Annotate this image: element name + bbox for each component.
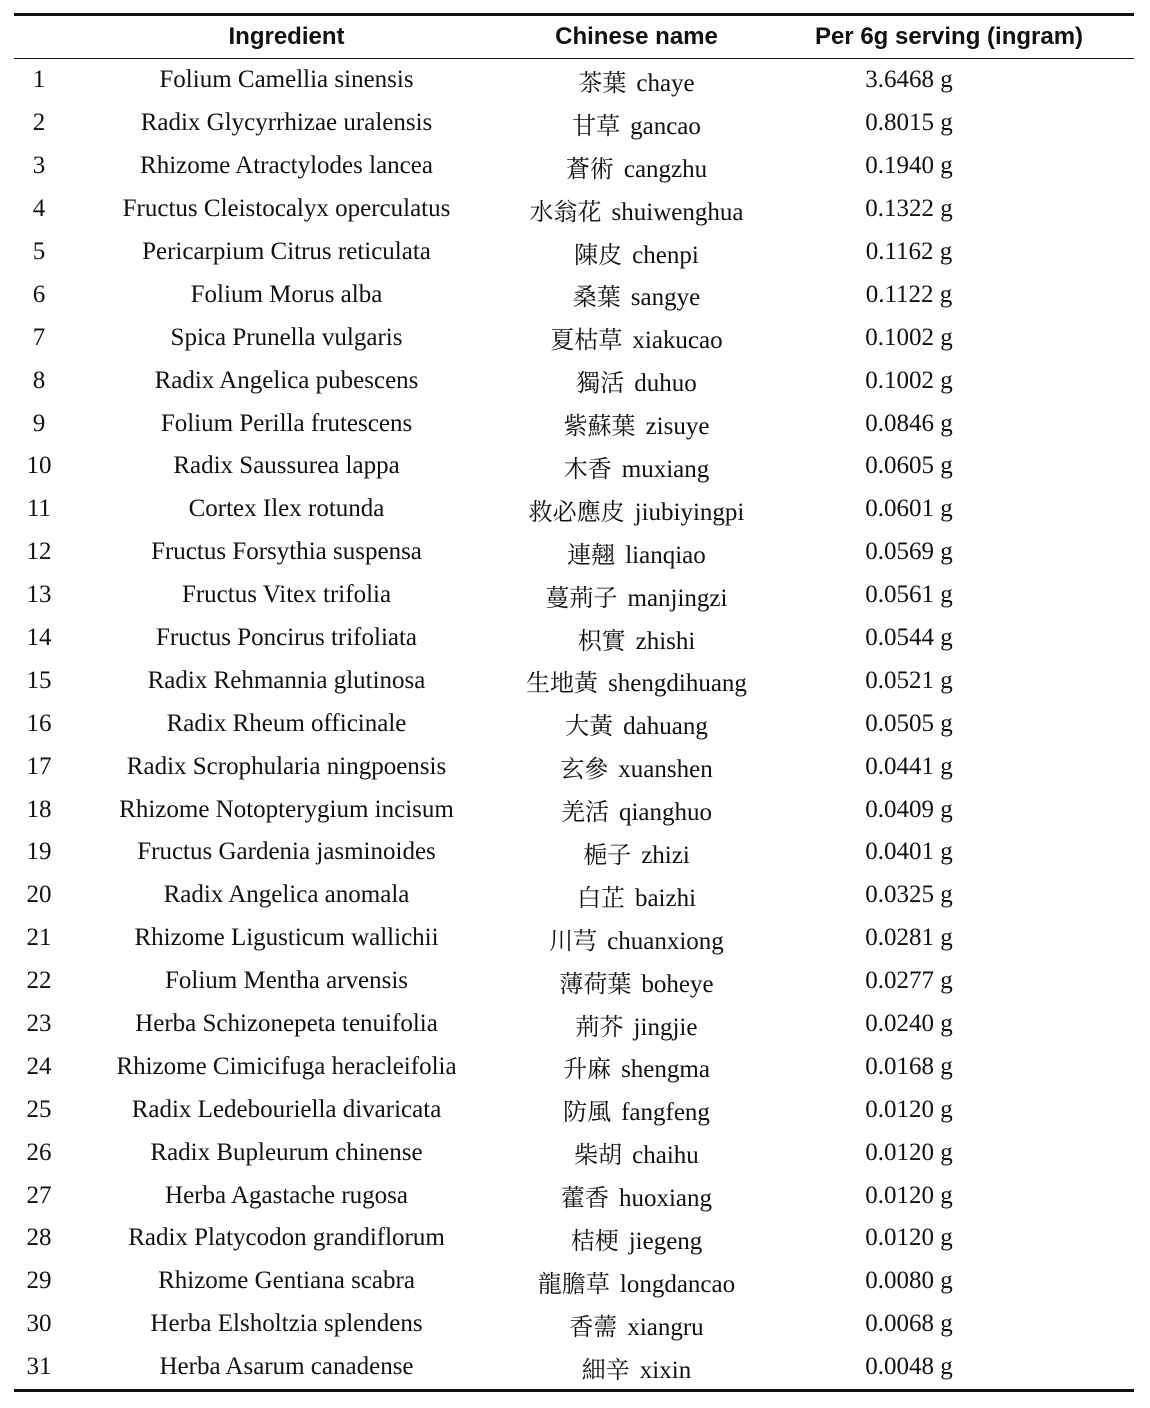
pinyin-name: chaihu — [632, 1142, 699, 1170]
ingredient-name: Radix Rehmannia glutinosa — [147, 666, 426, 694]
row-number: 6 — [32, 280, 46, 308]
chinese-name-cell — [509, 831, 764, 874]
chinese-name-cell — [509, 788, 764, 831]
pinyin-name: qianghuo — [618, 799, 713, 827]
ingredient-name: Radix Saussurea lappa — [173, 452, 400, 480]
pinyin-name: muxiang — [621, 455, 710, 483]
pinyin-name: jingjie — [633, 1013, 698, 1041]
serving-amount: 0.8015 g — [865, 109, 953, 137]
chinese-name-cell — [509, 316, 764, 359]
table-row — [14, 1303, 1134, 1346]
table-row — [14, 1217, 1134, 1260]
serving-amount: 3.6468 g — [865, 66, 953, 94]
pinyin-name: sangye — [630, 284, 701, 312]
chinese-name-cell — [509, 1045, 764, 1088]
ingredient-name: Folium Mentha arvensis — [164, 967, 409, 995]
table-row — [14, 316, 1134, 359]
chinese-characters: 防風 — [563, 1098, 612, 1127]
chinese-characters: 甘草 — [572, 111, 621, 140]
table-row — [14, 1045, 1134, 1088]
serving-amount: 0.0277 g — [865, 967, 953, 995]
chinese-name-cell — [509, 145, 764, 188]
row-number: 30 — [26, 1310, 52, 1338]
pinyin-name: zhishi — [635, 627, 696, 655]
header-chinese-name: Chinese name — [555, 23, 718, 50]
ingredient-name: Fructus Poncirus trifoliata — [155, 624, 418, 652]
ingredient-name: Folium Perilla frutescens — [160, 409, 413, 437]
pinyin-name: huoxiang — [618, 1185, 713, 1213]
chinese-name-cell — [509, 359, 764, 402]
table-row — [14, 960, 1134, 1003]
chinese-characters: 生地黃 — [526, 669, 599, 698]
chinese-characters: 細辛 — [581, 1355, 630, 1384]
pinyin-name: jiegeng — [628, 1227, 703, 1255]
row-number: 24 — [26, 1052, 52, 1080]
row-number: 27 — [26, 1181, 52, 1209]
serving-amount: 0.1002 g — [865, 323, 953, 351]
row-number: 3 — [32, 152, 46, 180]
chinese-name-cell — [509, 102, 764, 145]
table-row — [14, 359, 1134, 402]
chinese-name-cell — [509, 745, 764, 788]
chinese-characters: 白芷 — [576, 883, 625, 912]
chinese-characters: 藿香 — [560, 1184, 609, 1213]
ingredient-name: Herba Schizonepeta tenuifolia — [135, 1010, 438, 1038]
ingredient-name: Radix Scrophularia ningpoensis — [126, 752, 447, 780]
serving-amount: 0.0120 g — [865, 1224, 953, 1252]
chinese-characters: 薄荷葉 — [559, 969, 632, 998]
table-row — [14, 273, 1134, 316]
row-number: 31 — [26, 1353, 52, 1381]
table-row — [14, 102, 1134, 145]
chinese-name-cell — [509, 273, 764, 316]
serving-amount: 0.0846 g — [865, 409, 953, 437]
table-row — [14, 445, 1134, 488]
table-row — [14, 745, 1134, 788]
serving-amount: 0.1002 g — [865, 366, 953, 394]
row-number: 8 — [32, 366, 46, 394]
chinese-name-cell — [509, 445, 764, 488]
serving-amount: 0.0080 g — [865, 1267, 953, 1295]
chinese-name-cell — [509, 574, 764, 617]
ingredient-name: Fructus Cleistocalyx operculatus — [122, 195, 451, 223]
row-number: 4 — [32, 195, 46, 223]
row-number: 28 — [26, 1224, 52, 1252]
pinyin-name: lianqiao — [625, 541, 706, 569]
chinese-name-cell — [509, 1260, 764, 1303]
table-row — [14, 402, 1134, 445]
chinese-characters: 夏枯草 — [550, 326, 623, 355]
table-row — [14, 488, 1134, 531]
serving-amount: 0.0409 g — [865, 795, 953, 823]
row-number: 12 — [26, 538, 52, 566]
chinese-characters: 香薷 — [569, 1312, 618, 1341]
ingredient-name: Cortex Ilex rotunda — [188, 495, 385, 523]
chinese-characters: 救必應皮 — [528, 497, 625, 526]
ingredient-name: Fructus Forsythia suspensa — [151, 538, 422, 566]
header-number — [14, 15, 64, 59]
pinyin-name: gancao — [630, 112, 701, 140]
row-number: 18 — [26, 795, 52, 823]
chinese-name-cell — [509, 231, 764, 274]
serving-amount: 0.1322 g — [865, 195, 953, 223]
ingredient-name: Herba Agastache rugosa — [165, 1181, 408, 1209]
ingredient-name: Herba Asarum canadense — [159, 1353, 414, 1381]
table-header-row — [14, 15, 1134, 59]
chinese-name-cell — [509, 402, 764, 445]
pinyin-name: cangzhu — [623, 155, 708, 183]
ingredient-table — [14, 13, 1134, 1392]
chinese-characters: 羌活 — [560, 798, 609, 827]
serving-amount: 0.0521 g — [865, 666, 953, 694]
table-row — [14, 788, 1134, 831]
pinyin-name: fangfeng — [621, 1099, 710, 1127]
pinyin-name: chenpi — [632, 241, 699, 269]
row-number: 29 — [26, 1267, 52, 1295]
chinese-characters: 獨活 — [576, 369, 625, 398]
row-number: 26 — [26, 1138, 52, 1166]
serving-amount: 0.0048 g — [865, 1353, 953, 1381]
serving-amount: 0.0068 g — [865, 1310, 953, 1338]
serving-amount: 0.0441 g — [865, 752, 953, 780]
table-row — [14, 1346, 1134, 1390]
serving-amount: 0.0120 g — [865, 1181, 953, 1209]
ingredient-name: Radix Ledebouriella divaricata — [131, 1095, 442, 1123]
chinese-characters: 桑葉 — [572, 283, 621, 312]
row-number: 13 — [26, 581, 52, 609]
ingredient-name: Rhizome Atractylodes lancea — [140, 152, 433, 180]
chinese-name-cell — [509, 1346, 764, 1390]
pinyin-name: longdancao — [619, 1270, 736, 1298]
table-row — [14, 617, 1134, 660]
chinese-characters: 荊芥 — [575, 1012, 624, 1041]
chinese-name-cell — [509, 1088, 764, 1131]
pinyin-name: chuanxiong — [607, 927, 724, 955]
chinese-name-cell — [509, 917, 764, 960]
serving-amount: 0.0120 g — [865, 1138, 953, 1166]
table-row — [14, 231, 1134, 274]
serving-amount: 0.0544 g — [865, 624, 953, 652]
chinese-characters: 玄參 — [560, 755, 609, 784]
pinyin-name: xiangru — [627, 1313, 704, 1341]
serving-amount: 0.0601 g — [865, 495, 953, 523]
ingredient-name: Rhizome Notopterygium incisum — [119, 795, 454, 823]
pinyin-name: dahuang — [623, 713, 708, 741]
chinese-characters: 龍膽草 — [537, 1269, 610, 1298]
chinese-characters: 升麻 — [563, 1055, 612, 1084]
row-number: 2 — [32, 109, 46, 137]
row-number: 20 — [26, 881, 52, 909]
ingredient-name: Pericarpium Citrus reticulata — [142, 238, 431, 265]
chinese-characters: 川芎 — [549, 926, 598, 955]
serving-amount: 0.0120 g — [865, 1095, 953, 1123]
chinese-name-cell — [509, 617, 764, 660]
row-number: 14 — [26, 624, 52, 652]
chinese-characters: 桔梗 — [570, 1226, 619, 1255]
ingredient-name: Radix Glycyrrhizae uralensis — [140, 109, 433, 137]
serving-amount: 0.0401 g — [865, 838, 953, 866]
chinese-name-cell — [509, 1131, 764, 1174]
table-row — [14, 702, 1134, 745]
chinese-name-cell — [509, 59, 764, 102]
ingredient-name: Radix Bupleurum chinense — [150, 1138, 423, 1166]
row-number: 11 — [26, 495, 52, 523]
row-number: 22 — [26, 967, 52, 995]
table-row — [14, 1131, 1134, 1174]
chinese-name-cell — [509, 702, 764, 745]
serving-amount: 0.0505 g — [865, 709, 953, 737]
chinese-characters: 蒼術 — [565, 154, 614, 183]
serving-amount: 0.0168 g — [865, 1052, 953, 1080]
ingredient-table-container — [14, 13, 1134, 1392]
chinese-characters: 陳皮 — [574, 240, 623, 269]
chinese-name-cell — [509, 659, 764, 702]
table-row — [14, 574, 1134, 617]
ingredient-name: Radix Rheum officinale — [166, 709, 407, 737]
chinese-name-cell — [509, 960, 764, 1003]
chinese-characters: 木香 — [563, 454, 612, 483]
row-number: 1 — [32, 66, 46, 94]
chinese-characters: 紫蘇葉 — [563, 412, 636, 441]
chinese-name-cell — [509, 531, 764, 574]
row-number: 9 — [32, 409, 46, 437]
chinese-name-cell — [509, 1217, 764, 1260]
row-number: 15 — [26, 666, 52, 694]
pinyin-name: xuanshen — [618, 756, 713, 784]
table-row — [14, 1174, 1134, 1217]
chinese-characters: 大黃 — [565, 712, 614, 741]
ingredient-name: Radix Angelica anomala — [163, 881, 410, 909]
ingredient-name: Rhizome Ligusticum wallichii — [134, 924, 439, 952]
header-per-serving: Per 6g serving (ingram) — [814, 23, 1084, 50]
table-row — [14, 1088, 1134, 1131]
table-body — [14, 59, 1134, 1391]
pinyin-name: shuiwenghua — [611, 198, 744, 226]
row-number: 16 — [26, 709, 52, 737]
chinese-characters: 蔓荊子 — [545, 583, 618, 612]
table-row — [14, 659, 1134, 702]
table-row — [14, 188, 1134, 231]
chinese-name-cell — [509, 874, 764, 917]
pinyin-name: chaye — [636, 69, 695, 97]
chinese-characters: 茶葉 — [578, 68, 627, 97]
serving-amount: 0.0569 g — [865, 538, 953, 566]
chinese-name-cell — [509, 188, 764, 231]
table-row — [14, 874, 1134, 917]
serving-amount: 0.0561 g — [865, 581, 953, 609]
row-number: 7 — [32, 323, 46, 351]
row-number: 19 — [26, 838, 52, 866]
ingredient-name: Rhizome Cimicifuga heracleifolia — [116, 1052, 457, 1080]
pinyin-name: jiubiyingpi — [634, 498, 745, 526]
serving-amount: 0.1940 g — [865, 152, 953, 180]
serving-amount: 0.0281 g — [865, 924, 953, 952]
ingredient-name: Fructus Gardenia jasminoides — [137, 838, 436, 866]
pinyin-name: boheye — [641, 970, 714, 998]
header-ingredient: Ingredient — [228, 23, 345, 50]
pinyin-name: shengdihuang — [608, 670, 747, 698]
row-number: 5 — [32, 238, 46, 265]
table-row — [14, 917, 1134, 960]
chinese-characters: 柴胡 — [574, 1141, 623, 1170]
table-row — [14, 1003, 1134, 1046]
ingredient-name: Folium Camellia sinensis — [159, 66, 414, 94]
ingredient-name: Radix Platycodon grandiflorum — [128, 1224, 445, 1252]
pinyin-name: xixin — [639, 1356, 692, 1384]
row-number: 10 — [26, 452, 52, 480]
ingredient-name: Spica Prunella vulgaris — [170, 323, 403, 351]
ingredient-name: Rhizome Gentiana scabra — [158, 1267, 415, 1295]
serving-amount: 0.0325 g — [865, 881, 953, 909]
chinese-name-cell — [509, 1003, 764, 1046]
ingredient-name: Herba Elsholtzia splendens — [150, 1310, 423, 1338]
chinese-name-cell — [509, 488, 764, 531]
table-row — [14, 1260, 1134, 1303]
row-number: 17 — [26, 752, 52, 780]
chinese-name-cell — [509, 1174, 764, 1217]
serving-amount: 0.0240 g — [865, 1010, 953, 1038]
chinese-characters: 連翹 — [567, 540, 616, 569]
row-number: 23 — [26, 1010, 52, 1038]
table-row — [14, 145, 1134, 188]
serving-amount: 0.1162 g — [865, 238, 953, 265]
pinyin-name: zhizi — [641, 841, 690, 869]
ingredient-name: Folium Morus alba — [190, 280, 383, 308]
serving-amount: 0.1122 g — [865, 280, 953, 308]
chinese-characters: 枳實 — [577, 626, 626, 655]
chinese-characters: 梔子 — [583, 840, 632, 869]
row-number: 21 — [26, 924, 52, 952]
ingredient-name: Fructus Vitex trifolia — [181, 581, 392, 609]
table-row — [14, 831, 1134, 874]
pinyin-name: baizhi — [634, 884, 697, 912]
row-number: 25 — [26, 1095, 52, 1123]
chinese-name-cell — [509, 1303, 764, 1346]
serving-amount: 0.0605 g — [865, 452, 953, 480]
pinyin-name: zisuye — [645, 413, 710, 441]
pinyin-name: manjingzi — [627, 584, 728, 612]
pinyin-name: shengma — [621, 1056, 710, 1084]
table-row — [14, 59, 1134, 102]
chinese-characters: 水翁花 — [529, 197, 602, 226]
table-row — [14, 531, 1134, 574]
pinyin-name: duhuo — [634, 370, 697, 398]
pinyin-name: xiakucao — [632, 327, 723, 355]
ingredient-name: Radix Angelica pubescens — [154, 366, 419, 394]
